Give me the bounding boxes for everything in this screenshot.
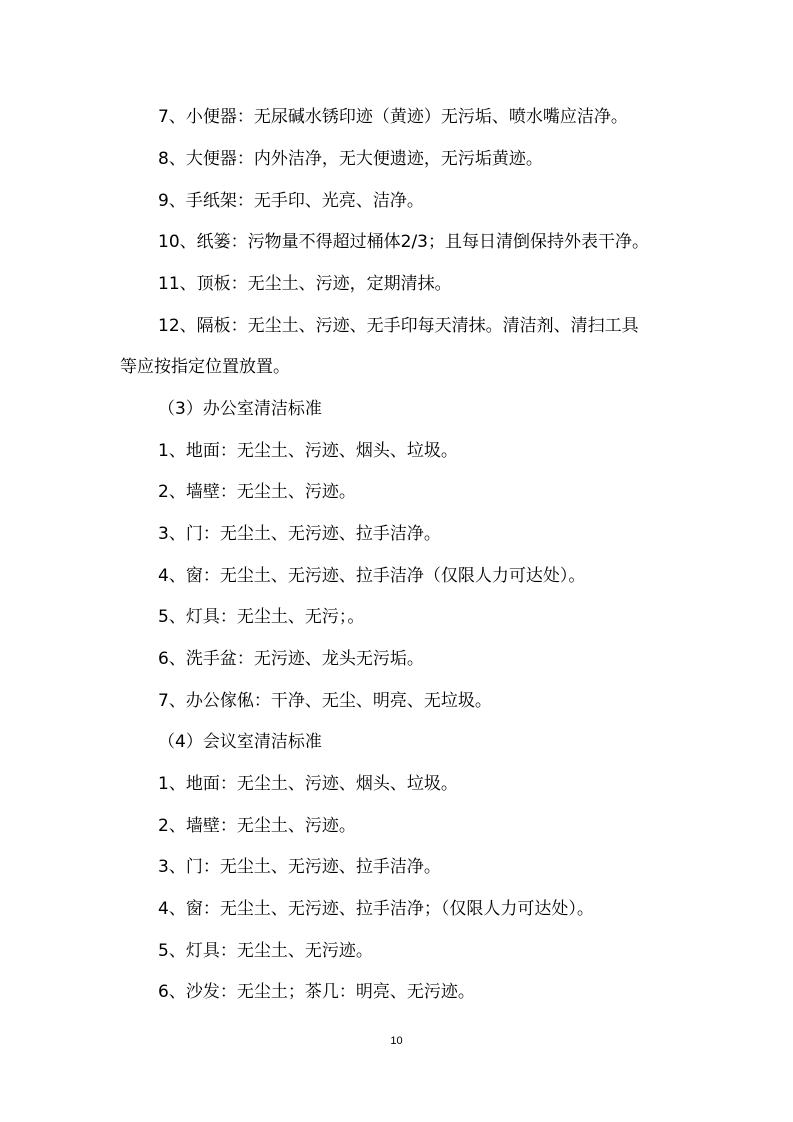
office-item-lamp: 5、灯具：无尘土、无污；。 (158, 607, 365, 627)
item-wastebasket: 10、纸篓：污物量不得超过桶体2/3；且每日清倒保持外表干净。 (158, 232, 649, 252)
meeting-item-sofa: 6、沙发：无尘土；茶几：明亮、无污迹。 (158, 982, 475, 1002)
office-item-furniture: 7、办公傢俬：干净、无尘、明亮、无垃圾。 (158, 691, 492, 711)
item-partition-continued: 等应按指定位置放置。 (120, 357, 290, 377)
meeting-item-door: 3、门：无尘土、无污迹、拉手洁净。 (158, 857, 441, 877)
section-heading-office: （3）办公室清洁标准 (158, 399, 322, 419)
item-urinal: 7、小便器：无尿碱水锈印迹（黄迹）无污垢、喷水嘴应洁净。 (158, 107, 628, 127)
office-item-window: 4、窗：无尘土、无污迹、拉手洁净（仅限人力可达处）。 (158, 566, 586, 586)
item-partition: 12、隔板：无尘土、污迹、无手印每天清抹。清洁剂、清扫工具 (158, 316, 639, 336)
page-number: 10 (390, 1035, 403, 1047)
office-item-wall: 2、墙壁：无尘土、污迹。 (158, 482, 356, 502)
office-item-door: 3、门：无尘土、无污迹、拉手洁净。 (158, 524, 441, 544)
office-item-washbasin: 6、洗手盆：无污迹、龙头无污垢。 (158, 649, 424, 669)
office-item-floor: 1、地面：无尘土、污迹、烟头、垃圾。 (158, 441, 458, 461)
meeting-item-window: 4、窗：无尘土、无污迹、拉手洁净；（仅限人力可达处）。 (158, 899, 594, 919)
item-toilet: 8、大便器：内外洁净，无大便遗迹，无污垢黄迹。 (158, 149, 543, 169)
meeting-item-wall: 2、墙壁：无尘土、污迹。 (158, 816, 356, 836)
section-heading-meeting-room: （4）会议室清洁标准 (158, 732, 322, 752)
item-ceiling: 11、顶板：无尘土、污迹，定期清抹。 (158, 274, 452, 294)
meeting-item-floor: 1、地面：无尘土、污迹、烟头、垃圾。 (158, 774, 458, 794)
item-paper-holder: 9、手纸架：无手印、光亮、洁净。 (158, 191, 424, 211)
meeting-item-lamp: 5、灯具：无尘土、无污迹。 (158, 941, 373, 961)
